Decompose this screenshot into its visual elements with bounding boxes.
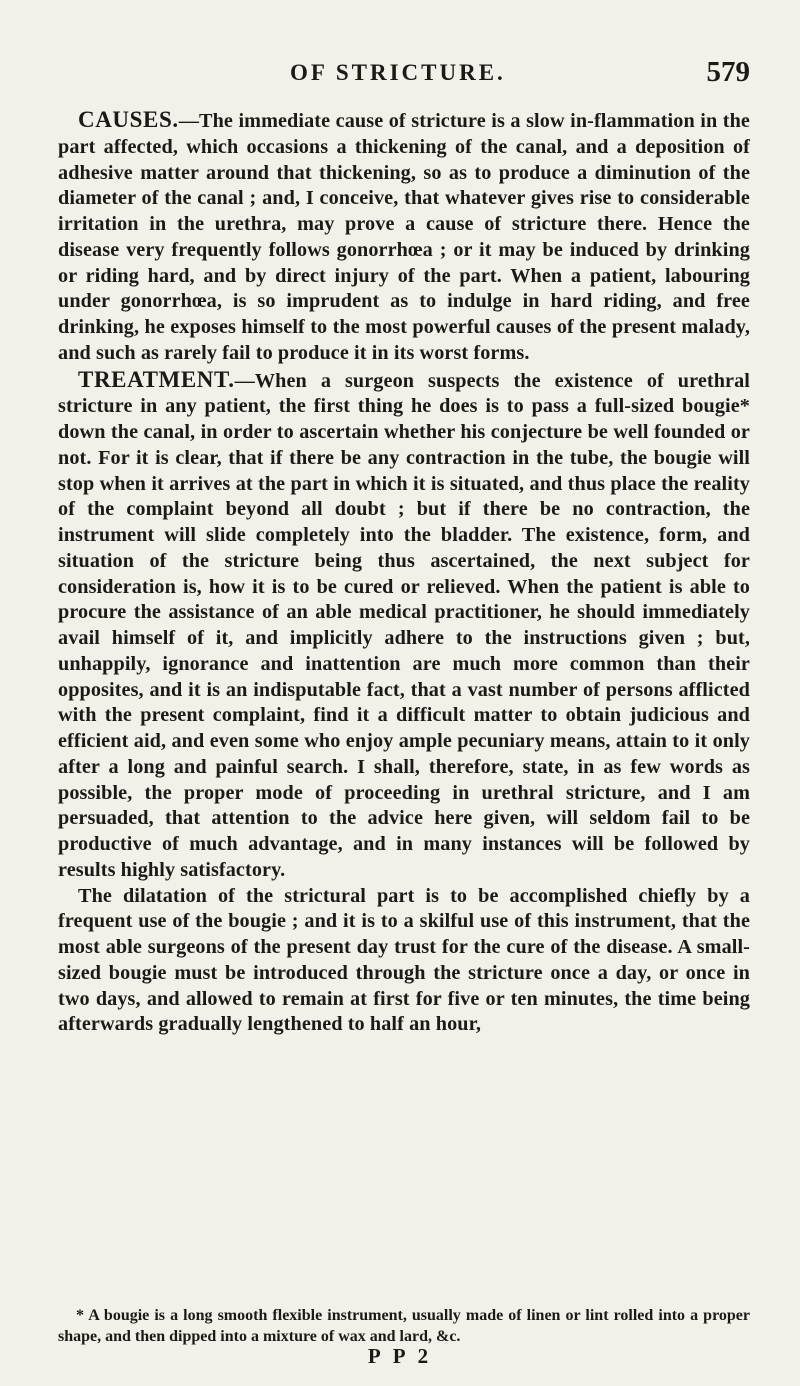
paragraph-treatment (58, 367, 750, 884)
paragraph-dilatation (58, 884, 750, 1039)
signature-mark: P P 2 (367, 1344, 433, 1368)
paragraph-text: The dilatation of the strictural part is to be accomplished chiefly by a frequent use of the bougie ; and it is to a skilful use of this instrument, that the most able surgeons of the present day trust for the cure of the disease. A small-sized bougie must be introduced through the stricture once a day, or once in two days, and allowed to remain at first for five or ten minutes, the time being afterwards gradually lengthened to half an hour, (58, 884, 750, 1036)
paragraph-causes (58, 107, 750, 367)
paragraph-text: —When a surgeon suspects the existence of urethral stricture in any patient, the first thing he does is to pass a full-sized bougie* down the canal, in order to ascertain whether his conjecture be well founded or not. For it is clear, that if there be any contraction in the tube, the bougie will stop when it arrives at the part in which it is situated, and thus place the reality of the complaint beyond all doubt ; but if there be no contraction, the instrument will slide completely into the bladder. The existence, form, and situation of the stricture being thus ascertained, the next subject for consideration is, how it is to be cured or relieved. When the patient is able to procure the assistance of an able medical practitioner, he should immediately avail himself of it, and implicitly adhere to the instructions given ; but, unhappily, ignorance and inattention are much more common than their opposites, and it is an indisputable fact, that a vast number of persons afflicted with the present complaint, find it a difficult matter to obtain judicious and efficient aid, and even some who enjoy ample pecuniary means, attain to it only after a long and painful search. I shall, therefore, state, in as few words as possible, the proper mode of proceeding in urethral stricture, and I am persuaded, that attention to the advice here given, will seldom fail to be productive of much advantage, and in many instances will be followed by results highly satisfactory. (58, 369, 750, 881)
body-text (58, 107, 750, 1038)
paragraph-text: —The immediate cause of stricture is a slow in-flammation in the part affected, which occasions a thickening of the canal, and a deposition of adhesive matter around that thickening, so as to produce a diminution of the diameter of the canal ; and, I conceive, that whatever gives rise to considerable irritation in the urethra, may prove a cause of stricture there. Hence the disease very frequently follows gonorrhœa ; or it may be induced by drinking or riding hard, and by direct injury of the part. When a patient, labouring under gonorrhœa, is so imprudent as to indulge in hard riding, and free drinking, he exposes himself to the most powerful causes of the present malady, and such as rarely fail to produce it in its worst forms. (58, 110, 750, 364)
running-head (0, 56, 800, 100)
running-title: OF STRICTURE. (290, 60, 506, 85)
section-heading-causes: CAUSES. (78, 107, 179, 132)
footnote-area (58, 1305, 750, 1347)
footnote: * A bougie is a long smooth flexible instrument, usually made of linen or lint rolled into a proper shape, and then dipped into a mixture of wax and lard, &c. (58, 1307, 750, 1345)
section-heading-treatment: TREATMENT. (78, 366, 235, 392)
page-number: 579 (706, 56, 750, 88)
